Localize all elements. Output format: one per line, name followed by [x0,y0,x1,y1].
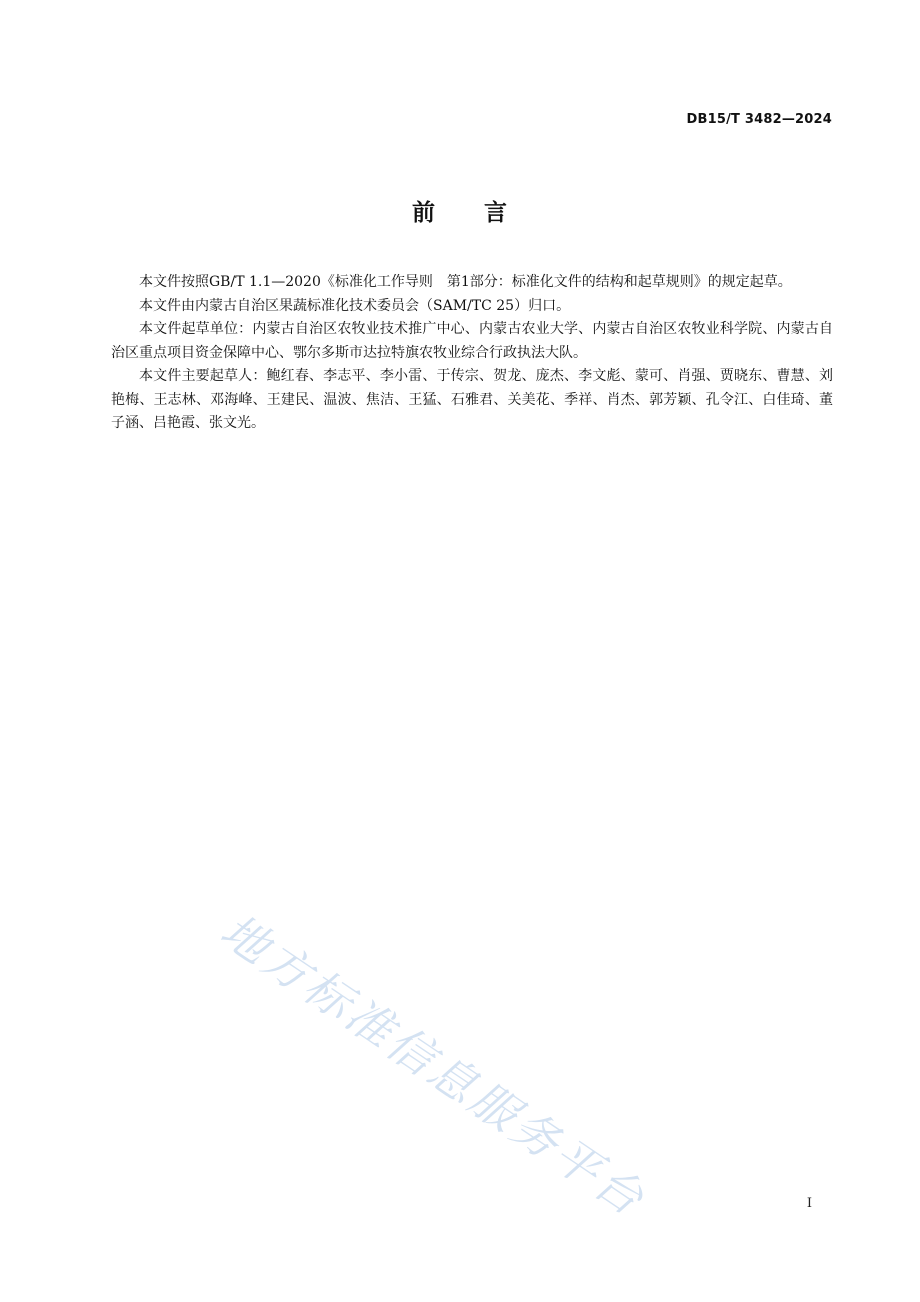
foreword-body [111,271,833,436]
page-title: 前 言 [412,200,508,226]
watermark: 地方标准信息服务平台 [211,903,656,1228]
page-number: I [806,1196,812,1211]
paragraph-drafters: 本文件主要起草人：鲍红春、李志平、李小雷、于传宗、贺龙、庞杰、李文彪、蒙可、肖强、贾晓东、曹慧、刘艳梅、王志林、邓海峰、王建民、温波、焦洁、王猛、石雅君、关美花、季祥、肖杰、郭芳颖、孔令江、白佳琦、董子涵、吕艳霞、张文光。 [111,368,833,431]
paragraph-drafting-basis: 本文件按照GB/T 1.1—2020《标准化工作导则 第1部分：标准化文件的结构和起草规则》的规定起草。 [139,274,792,290]
document-code: DB15/T 3482—2024 [686,112,832,127]
paragraph-drafting-units: 本文件起草单位：内蒙古自治区农牧业技术推广中心、内蒙古农业大学、内蒙古自治区农牧业科学院、内蒙古自治区重点项目资金保障中心、鄂尔多斯市达拉特旗农牧业综合行政执法大队。 [111,321,833,361]
paragraph-committee: 本文件由内蒙古自治区果蔬标准化技术委员会（SAM/TC 25）归口。 [139,297,571,314]
